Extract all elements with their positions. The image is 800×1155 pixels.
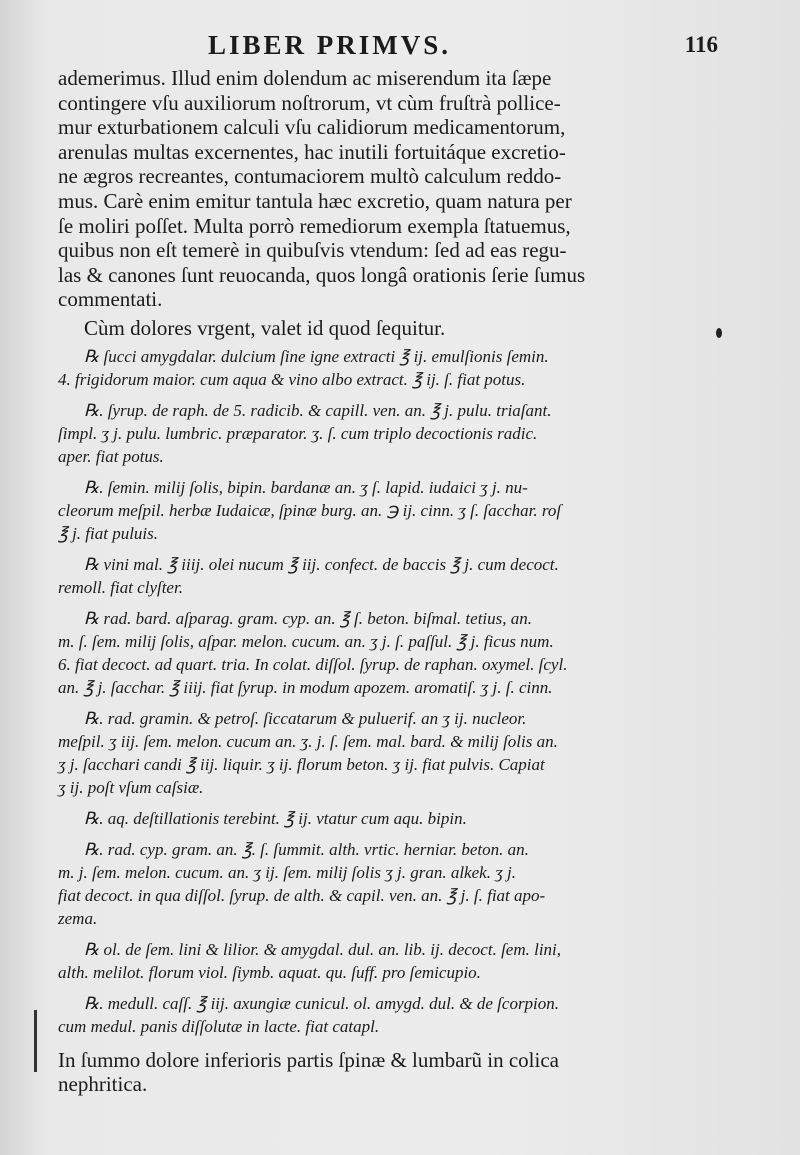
recipe-line: ℞. ſyrup. de raph. de 5. radicib. & capill. ven. an. ℥ j. pulu. triaſant. [84,400,552,420]
recipe-line: ℞. ſemin. milij ſolis, bipin. bardanæ an. ʒ ſ. lapid. iudaici ʒ j. nu- [84,477,528,497]
text-line: ne ægros recreantes, contumaciorem multò calculum reddo- [58,164,562,189]
recipe-line: 6. fiat decoct. ad quart. tria. In colat. diſſol. ſyrup. de raphan. oxymel. ſcyl. [58,654,568,674]
page-number: 116 [684,32,718,57]
text-line: arenulas multas excernentes, hac inutili fortuitáque excretio- [58,139,566,164]
recipe [58,707,688,799]
body-text [58,66,688,341]
text-line: contingere vſu auxiliorum noſtrorum, vt cùm fruſtrà pollice- [58,90,561,115]
lead-line [58,316,688,341]
recipe-line: m. ſ. ſem. milij ſolis, aſpar. melon. cucum. an. ʒ j. ſ. paſſul. ℥ j. ficus num. [58,631,554,651]
text-line: mus. Carè enim emitur tantula hæc excretio, quam natura per [58,188,572,213]
recipe [58,607,688,699]
text-line: ademerimus. Illud enim dolendum ac miserendum ita ſæpe [58,66,552,90]
recipe-line: ſimpl. ʒ j. pulu. lumbric. præparator. ʒ. ſ. cum triplo decoctionis radic. [58,423,538,443]
recipe-line: ℞. rad. cyp. gram. an. ℥. ſ. ſummit. alth. vrtic. herniar. beton. an. [84,839,529,859]
recipe-list [58,345,688,1038]
text-line: Cùm dolores vrgent, valet id quod ſequitur. [84,315,446,340]
recipe-line: ℞ rad. bard. aſparag. gram. cyp. an. ℥ ſ. beton. biſmal. tetius, an. [84,608,533,628]
recipe-line: ℞. rad. gramin. & petroſ. ſiccatarum & puluerif. an ʒ ij. nucleor. [84,708,527,728]
closing-heading [58,1048,688,1096]
recipe-line: ℥ j. fiat puluis. [58,523,159,543]
recipe [58,476,688,545]
recipe-line: ℞. medull. caſſ. ℥ iij. axungiæ cunicul. ol. amygd. dul. & de ſcorpion. [84,993,560,1013]
recipe-line: 4. frigidorum maior. cum aqua & vino albo extract. ℥ ij. ſ. fiat potus. [58,369,526,389]
recipe-line: ℞ vini mal. ℥ iiij. olei nucum ℥ iij. confect. de baccis ℥ j. cum decoct. [84,554,559,574]
ink-spot [716,328,722,338]
recipe-line: remoll. fiat clyſter. [58,577,183,597]
recipe-line: ʒ j. ſacchari candi ℥ iij. liquir. ʒ ij. florum beton. ʒ ij. fiat pulvis. Capiat [58,754,545,774]
recipe-line: aper. fiat potus. [58,446,164,466]
recipe-line: alth. melilot. florum viol. ſiymb. aquat. qu. ſuff. pro ſemicupio. [58,962,481,982]
recipe-line: meſpil. ʒ iij. ſem. melon. cucum an. ʒ. j. ſ. ſem. mal. bard. & milij ſolis an. [58,731,558,751]
page-header [58,30,718,60]
recipe-line: m. j. ſem. melon. cucum. an. ʒ ij. ſem. milij ſolis ʒ j. gran. alkek. ʒ j. [58,862,516,882]
text-line: mur exturbationem calculi vſu calidiorum medicamentorum, [58,115,566,140]
margin-bracket-mark [34,1010,41,1072]
recipe [58,938,688,984]
recipe [58,992,688,1038]
text-line: nephritica. [58,1071,148,1096]
recipe [58,807,688,830]
text-line: commentati. [58,287,163,312]
running-head: LIBER PRIMVS. [208,30,452,60]
recipe-line: cum medul. panis diſſolutæ in lacte. fiat catapl. [58,1016,380,1036]
text-line: ſe moliri poſſet. Multa porrò remediorum exempla ſtatuemus, [58,213,571,238]
recipe [58,838,688,930]
recipe-line: cleorum meſpil. herbæ Iudaicæ, ſpinæ burg. an. ℈ ij. cinn. ʒ ſ. ſacchar. roſ [58,500,562,520]
text-line: In ſummo dolore inferioris partis ſpinæ & lumbarũ in colica [58,1047,559,1072]
recipe-line: an. ℥ j. ſacchar. ℥ iiij. fiat ſyrup. in modum apozem. aromatiſ. ʒ j. ſ. cinn. [58,677,553,697]
main-paragraph [58,66,688,312]
recipe [58,553,688,599]
recipe-line: ℞. aq. deſtillationis terebint. ℥ ij. vtatur cum aqu. bipin. [84,808,467,828]
text-line: quibus non eſt temerè in quibuſvis vtendum: ſed ad eas regu- [58,238,567,263]
recipe-line: fiat decoct. in qua diſſol. ſyrup. de alth. & capil. ven. an. ℥ j. ſ. fiat apo- [58,885,546,905]
recipe [58,399,688,468]
recipe-line: zema. [58,908,98,928]
text-line: las & canones ſunt reuocanda, quos longâ orationis ſerie ſumus [58,262,586,287]
recipe [58,345,688,391]
recipe-line: ℞ ſucci amygdalar. dulcium ſine igne extracti ℥ ij. emulſionis ſemin. [84,346,549,366]
recipe-line: ℞ ol. de ſem. lini & lilior. & amygdal. dul. an. lib. ij. decoct. ſem. lini, [84,939,562,959]
recipe-line: ʒ ij. poſt vſum caſsiæ. [58,777,204,797]
